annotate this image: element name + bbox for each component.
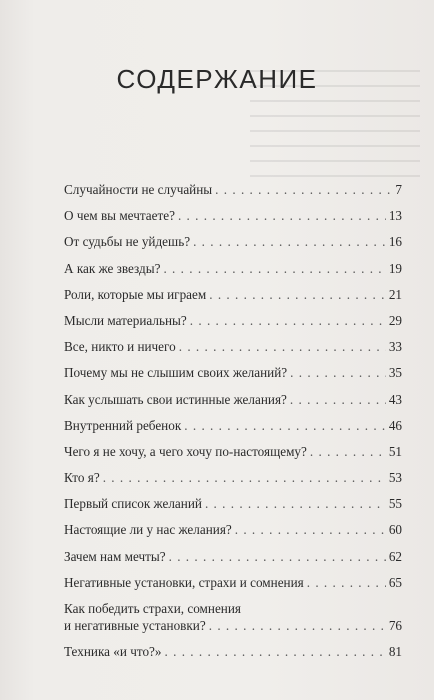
toc-entry-page: 62 [388, 548, 402, 564]
toc-entry-title: Настоящие ли у нас желания? [64, 522, 232, 538]
toc-entry-page: 55 [388, 496, 402, 512]
toc-entry-title: Зачем нам мечты? [64, 548, 166, 564]
toc-entry-title: Роли, которые мы играем [64, 286, 207, 302]
toc-entry [64, 312, 402, 329]
toc-entry [64, 286, 402, 303]
toc-entry-page: 51 [388, 443, 402, 459]
toc-entry-page: 43 [388, 391, 402, 407]
toc-entry [64, 469, 402, 486]
toc-entry [64, 233, 402, 250]
toc-leader-dots [235, 521, 386, 538]
toc-entry-page: 76 [388, 618, 402, 633]
toc-entry-page: 33 [388, 339, 402, 355]
toc-entry [64, 364, 402, 381]
toc-entry-page: 19 [388, 260, 402, 276]
toc-leader-dots [169, 548, 386, 565]
toc-entry-title: О чем вы мечтаете? [64, 208, 175, 224]
toc-entry [64, 521, 402, 538]
toc-entry-page: 46 [388, 417, 402, 433]
toc-leader-dots [165, 643, 386, 660]
table-of-contents [64, 181, 402, 669]
toc-leader-dots [179, 338, 386, 355]
toc-leader-dots [205, 495, 386, 512]
toc-leader-dots [215, 181, 392, 198]
toc-entry-title: Почему мы не слышим своих желаний? [64, 365, 288, 381]
toc-entry-title: Мысли материальны? [64, 312, 187, 328]
toc-leader-dots [209, 286, 386, 303]
toc-entry-title-line2: и негативные установки? [64, 618, 206, 633]
toc-entry-page: 21 [388, 286, 402, 302]
toc-entry-title: Внутренний ребенок [64, 417, 182, 433]
toc-leader-dots [163, 260, 385, 277]
toc-leader-dots [310, 443, 386, 460]
toc-entry-title: Как услышать свои истинные желания? [64, 391, 287, 407]
toc-entry-title-line1: Как победить страхи, сомнения [64, 601, 241, 616]
toc-entry-title: Случайности не случайны [64, 182, 213, 197]
toc-entry-title: А как же звезды? [64, 260, 161, 276]
toc-leader-dots [193, 233, 386, 250]
toc-entry-page: 53 [388, 470, 402, 486]
toc-entry-page: 35 [388, 365, 402, 381]
toc-leader-dots [209, 617, 386, 634]
toc-leader-dots [178, 207, 386, 224]
toc-entry [64, 391, 402, 408]
toc-entry [64, 495, 402, 512]
toc-entry [64, 574, 402, 591]
toc-entry [64, 600, 402, 634]
toc-entry-page: 60 [388, 522, 402, 538]
toc-leader-dots [103, 469, 386, 486]
toc-entry-title: Все, никто и ничего [64, 339, 176, 355]
toc-entry-page: 16 [388, 234, 402, 250]
toc-entry-page: 7 [395, 182, 402, 197]
toc-leader-dots [190, 312, 386, 329]
page-title: СОДЕРЖАНИЕ [116, 64, 318, 94]
toc-leader-dots [290, 391, 386, 408]
toc-entry-title: Кто я? [64, 470, 100, 486]
toc-entry-title: От судьбы не уйдешь? [64, 234, 191, 250]
toc-entry [64, 181, 402, 198]
toc-entry-page: 65 [388, 574, 402, 590]
toc-leader-dots [307, 574, 386, 591]
toc-entry [64, 643, 402, 660]
toc-entry-page: 81 [388, 644, 402, 660]
toc-entry [64, 260, 402, 277]
toc-entry-title: Техника «и что?» [64, 644, 162, 660]
toc-entry [64, 338, 402, 355]
toc-entry [64, 417, 402, 434]
toc-leader-dots [290, 364, 386, 381]
toc-entry [64, 443, 402, 460]
toc-entry-title: Негативные установки, страхи и сомнения [64, 574, 304, 590]
toc-entry [64, 207, 402, 224]
toc-entry-title: Чего я не хочу, а чего хочу по-настоящему? [64, 443, 307, 459]
toc-entry [64, 548, 402, 565]
toc-entry-page: 29 [388, 312, 402, 328]
toc-entry-title: Первый список желаний [64, 496, 202, 512]
toc-entry-page: 13 [388, 208, 402, 224]
toc-leader-dots [184, 417, 386, 434]
